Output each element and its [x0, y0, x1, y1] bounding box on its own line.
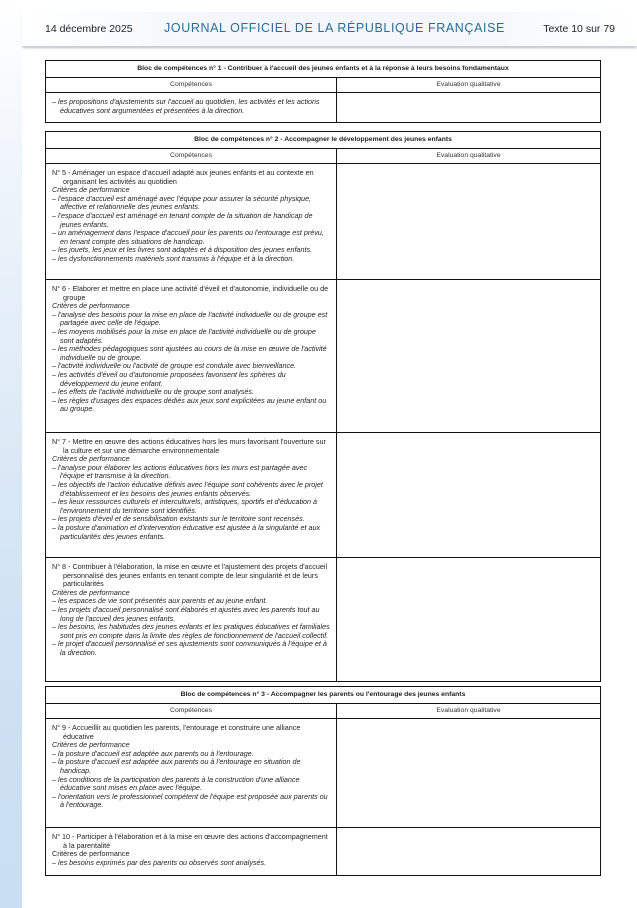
- bloc-title: Bloc de compétences n° 2 - Accompagner le développement des jeunes enfants: [46, 132, 601, 149]
- competence-cell: [46, 164, 337, 280]
- evaluation-cell[interactable]: [337, 93, 601, 123]
- competence-cell: [46, 93, 337, 123]
- criteria-label: Critères de performance: [52, 454, 130, 464]
- column-header-competences: Compétences: [46, 149, 337, 164]
- criterion: – l'orientation vers le professionnel compétent de l'équipe est proposée aux parents ou à l'entourage.: [52, 793, 330, 810]
- column-header-evaluation: Evaluation qualitative: [337, 78, 601, 93]
- column-header-evaluation: Evaluation qualitative: [337, 149, 601, 164]
- table-row: [46, 828, 601, 876]
- bloc-1-table: [45, 60, 601, 123]
- criterion: – les activités d'éveil ou d'autonomie proposées favorisent les sphères du développement du jeune enfant.: [52, 371, 330, 388]
- criterion: – les besoins, les habitudes des jeunes enfants et les pratiques éducatives et familiales sont pris en compte dans la limite des règles de fonctionnement de l'accueil collectif.: [52, 623, 330, 640]
- document-page: [22, 12, 637, 908]
- criterion: – les lieux ressources culturels et interculturels, artistiques, sportifs et d'éducation à l'environnement du territoire sont identifiés.: [52, 498, 330, 515]
- competence-title: N° 8 - Contribuer à l'élaboration, la mise en œuvre et l'ajustement des projets d'accueil personnalisé des jeunes enfants en tenant compte de leur singularité et de leurs particularités: [52, 562, 328, 589]
- page-indicator: Texte 10 sur 79: [543, 23, 615, 35]
- column-header-competences: Compétences: [46, 704, 337, 719]
- criteria-label: Critères de performance: [52, 185, 130, 195]
- competence-title: N° 9 - Accueillir au quotidien les parents, l'entourage et construire une alliance éducative: [52, 723, 301, 741]
- criteria-label: Critères de performance: [52, 587, 130, 597]
- column-header-competences: Compétences: [46, 78, 337, 93]
- criterion: – la posture d'animation et d'intervention éducative est ajustée à la singularité et aux particularités des jeunes enfants.: [52, 524, 330, 541]
- column-header-evaluation: Evaluation qualitative: [337, 704, 601, 719]
- criterion: – l'analyse pour élaborer les actions éducatives hors les murs est partagée avec l'équipe et transmise à la direction.: [52, 464, 330, 481]
- criterion: – le projet d'accueil personnalisé et ses ajustements sont communiqués à l'équipe et à la direction.: [52, 640, 330, 657]
- evaluation-cell[interactable]: [337, 280, 601, 433]
- bloc-3-table: [45, 686, 601, 876]
- criterion: – les effets de l'activité individuelle ou de groupe sont analysés.: [52, 388, 330, 397]
- criterion: – les projets d'éveil et de sensibilisation existants sur le territoire sont recensés.: [52, 515, 330, 524]
- competence-cell: [46, 828, 337, 876]
- criterion: – les espaces de vie sont présentés aux parents et au jeune enfant.: [52, 597, 330, 606]
- table-row: [46, 280, 601, 433]
- bloc-2-table: [45, 131, 601, 682]
- competence-title: N° 10 - Participer à l'élaboration et à la mise en œuvre des actions d'accompagnement à la parentalité: [52, 832, 328, 850]
- criterion: – les objectifs de l'action éducative définis avec l'équipe sont cohérents avec le projet d'établissement et les besoins des jeunes enfants observés.: [52, 481, 330, 498]
- competence-cell: [46, 433, 337, 558]
- criterion: – l'espace d'accueil est aménagé avec l'équipe pour assurer la sécurité physique, affective et relationnelle des jeunes enfants.: [52, 195, 330, 212]
- criterion: – les projets d'accueil personnalisé sont élaborés et ajustés avec les parents tout au long de l'accueil des jeunes enfants.: [52, 606, 330, 623]
- criteria-label: Critères de performance: [52, 740, 130, 750]
- criterion: – un aménagement dans l'espace d'accueil pour les parents ou l'entourage est prévu, en tenant compte des situations de handicap.: [52, 229, 330, 246]
- evaluation-cell[interactable]: [337, 433, 601, 558]
- criterion: – l'activité individuelle ou l'activité de groupe est conduite avec bienveillance.: [52, 362, 330, 371]
- bloc-title: Bloc de compétences n° 3 - Accompagner les parents ou l'entourage des jeunes enfants: [46, 687, 601, 704]
- criterion: – la posture d'accueil est adaptée aux parents ou à l'entourage en situation de handicap.: [52, 758, 330, 775]
- criterion: – l'espace d'accueil est aménagé en tenant compte de la situation de handicap de jeunes enfants.: [52, 212, 330, 229]
- competence-title: N° 7 - Mettre en œuvre des actions éducatives hors les murs favorisant l'ouverture sur la culture et sur une démarche environnementale: [52, 437, 326, 455]
- evaluation-cell[interactable]: [337, 719, 601, 828]
- table-row: [46, 558, 601, 682]
- criterion: – les moyens mobilisés pour la mise en place de l'activité individuelle ou de groupe sont adaptés.: [52, 328, 330, 345]
- competence-cell: [46, 558, 337, 682]
- table-row: [46, 164, 601, 280]
- criteria-label: Critères de performance: [52, 301, 130, 311]
- evaluation-cell[interactable]: [337, 558, 601, 682]
- criterion: – les méthodes pédagogiques sont ajustées au cours de la mise en œuvre de l'activité individuelle ou de groupe.: [52, 345, 330, 362]
- criterion: – les propositions d'ajustements sur l'accueil au quotidien, les activités et les actions éducatives sont argumentées et présentées à la direction.: [52, 98, 330, 115]
- publication-date: 14 décembre 2025: [45, 23, 133, 35]
- page-header: [22, 12, 637, 47]
- table-row: [46, 719, 601, 828]
- evaluation-cell[interactable]: [337, 164, 601, 280]
- criterion: – les dysfonctionnements matériels sont transmis à l'équipe et à la direction.: [52, 255, 330, 264]
- criterion: – les conditions de la participation des parents à la construction d'une alliance éducative sont mises en place avec l'équipe.: [52, 776, 330, 793]
- competence-title: N° 5 - Aménager un espace d'accueil adapté aux jeunes enfants et au contexte en organisant les activités au quotidien: [52, 168, 314, 186]
- criterion: – l'analyse des besoins pour la mise en place de l'activité individuelle ou de groupe est partagée avec celle de l'équipe.: [52, 311, 330, 328]
- evaluation-cell[interactable]: [337, 828, 601, 876]
- table-row: [46, 433, 601, 558]
- criteria-label: Critères de performance: [52, 849, 130, 859]
- criterion: – la posture d'accueil est adaptée aux parents ou à l'entourage.: [52, 750, 330, 759]
- bloc-title: Bloc de compétences n° 1 - Contribuer à l'accueil des jeunes enfants et à la réponse à leurs besoins fondamentaux: [46, 61, 601, 78]
- competence-cell: [46, 280, 337, 433]
- journal-title: JOURNAL OFFICIEL DE LA RÉPUBLIQUE FRANÇAISE: [164, 21, 505, 35]
- criterion: – les jouets, les jeux et les livres sont adaptés et à disposition des jeunes enfants.: [52, 246, 330, 255]
- criterion: – les besoins exprimés par des parents ou observés sont analysés.: [52, 859, 330, 868]
- competence-title: N° 6 - Elaborer et mettre en place une activité d'éveil et d'autonomie, individuelle ou de groupe: [52, 284, 329, 302]
- table-row: [46, 93, 601, 123]
- criterion: – les règles d'usages des espaces dédiés aux jeux sont explicitées au jeune enfant ou au groupe.: [52, 397, 330, 414]
- left-margin-band: [0, 0, 22, 908]
- competence-cell: [46, 719, 337, 828]
